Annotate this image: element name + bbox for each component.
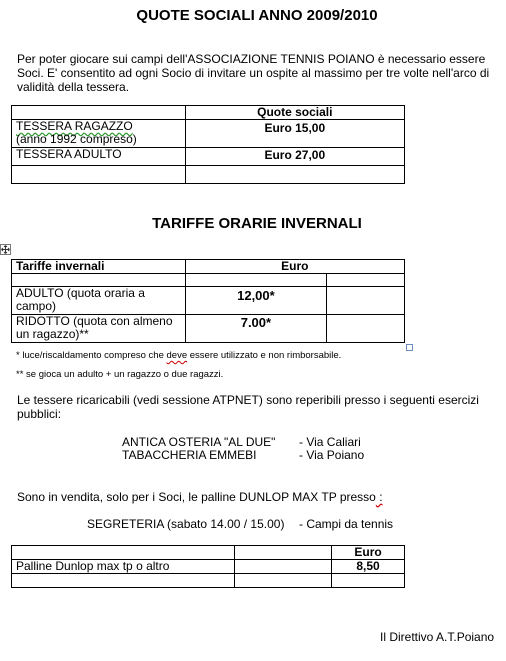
palline-table[interactable] bbox=[11, 545, 405, 588]
intro-line-3: validità della tessera. bbox=[17, 80, 130, 94]
tariffe-header-value: Euro bbox=[185, 260, 404, 274]
tessere-paragraph bbox=[17, 393, 501, 421]
adulto-label-line-1: ADULTO (quota oraria a bbox=[16, 286, 145, 300]
campi-label: - Campi da tennis bbox=[299, 517, 394, 531]
esercizio-place-2: - Via Poiano bbox=[299, 448, 365, 462]
tessera-ragazzo-price: Euro 15,00 bbox=[185, 120, 404, 148]
section-title-tariffe: TARIFFE ORARIE INVERNALI bbox=[152, 215, 362, 232]
tariffe-empty-cell bbox=[327, 274, 405, 287]
adulto-label bbox=[12, 287, 186, 315]
palline-paragraph bbox=[17, 490, 501, 504]
quote-table[interactable] bbox=[11, 105, 405, 184]
palline-table-empty-cell bbox=[12, 546, 235, 560]
adulto-label-line-2: campo) bbox=[16, 299, 57, 313]
tessere-line-1: Le tessere ricaricabili (vedi sessione ATPNET) sono reperibili presso i seguenti esercizi bbox=[17, 393, 479, 407]
note-1-part-b: deve bbox=[166, 350, 188, 361]
intro-line-1: Per poter giocare sui campi dell'ASSOCIAZIONE TENNIS POIANO è necessario essere bbox=[17, 52, 486, 66]
palline-table-empty-cell bbox=[235, 546, 332, 560]
palline-row-price: 8,50 bbox=[332, 560, 405, 574]
palline-table-empty-cell bbox=[12, 574, 235, 588]
move-handle-icon[interactable] bbox=[0, 244, 11, 255]
ridotto-price: 7.00* bbox=[185, 315, 327, 343]
segreteria-label: SEGRETERIA (sabato 14.00 / 15.00) bbox=[87, 517, 285, 531]
tariffe-table[interactable] bbox=[11, 259, 405, 343]
note-1-part-a: * luce/riscaldamento compreso che bbox=[16, 350, 167, 361]
tariffe-empty-cell bbox=[12, 274, 186, 287]
signature: Il Direttivo A.T.Poiano bbox=[380, 630, 495, 644]
palline-text: Sono in vendita, solo per i Soci, le palline DUNLOP MAX TP presso bbox=[17, 490, 376, 504]
note-1-part-c: essere utilizzato e non rimborsabile. bbox=[187, 350, 342, 361]
quote-table-empty-cell bbox=[12, 166, 186, 184]
quote-table-empty-cell bbox=[185, 166, 404, 184]
palline-row-label: Palline Dunlop max tp o altro bbox=[12, 560, 235, 574]
esercizio-place-1: - Via Caliari bbox=[299, 435, 361, 449]
esercizio-name-2: TABACCHERIA EMMEBI bbox=[122, 448, 257, 462]
quote-table-header: Quote sociali bbox=[185, 106, 404, 120]
intro-paragraph bbox=[17, 52, 497, 94]
quote-table-empty-header bbox=[12, 106, 186, 120]
tessere-line-2: pubblici: bbox=[17, 407, 62, 421]
palline-table-empty-cell bbox=[332, 574, 405, 588]
note-2: ** se gioca un adulto + un ragazzo o due ragazzi. bbox=[16, 369, 224, 380]
tessera-ragazzo-sublabel: (anno 1992 compreso) bbox=[16, 132, 137, 146]
palline-table-empty-cell bbox=[235, 560, 332, 574]
tessera-adulto-price: Euro 27,00 bbox=[185, 148, 404, 166]
quote-row-label bbox=[12, 120, 186, 148]
tessera-adulto-label: TESSERA ADULTO bbox=[12, 148, 186, 166]
esercizio-name-1: ANTICA OSTERIA "AL DUE" bbox=[122, 435, 276, 449]
ridotto-label bbox=[12, 315, 186, 343]
tariffe-empty-cell bbox=[327, 287, 405, 315]
palline-table-empty-cell bbox=[235, 574, 332, 588]
tessera-ragazzo-label: TESSERA RAGAZZO bbox=[16, 119, 133, 133]
tariffe-empty-cell bbox=[327, 315, 405, 343]
intro-line-2: Soci. E' consentito ad ogni Socio di invitare un ospite al massimo per tre volte nell'arco di bbox=[17, 66, 490, 80]
palline-table-header: Euro bbox=[332, 546, 405, 560]
ridotto-label-line-2: un ragazzo)** bbox=[16, 327, 89, 341]
palline-colon: : bbox=[375, 490, 383, 504]
tariffe-header-label: Tariffe invernali bbox=[12, 260, 186, 274]
page-title: QUOTE SOCIALI ANNO 2009/2010 bbox=[136, 7, 378, 24]
note-1 bbox=[16, 350, 496, 361]
ridotto-label-line-1: RIDOTTO (quota con almeno bbox=[16, 314, 173, 328]
tariffe-empty-cell bbox=[185, 274, 327, 287]
adulto-price: 12,00* bbox=[185, 287, 327, 315]
